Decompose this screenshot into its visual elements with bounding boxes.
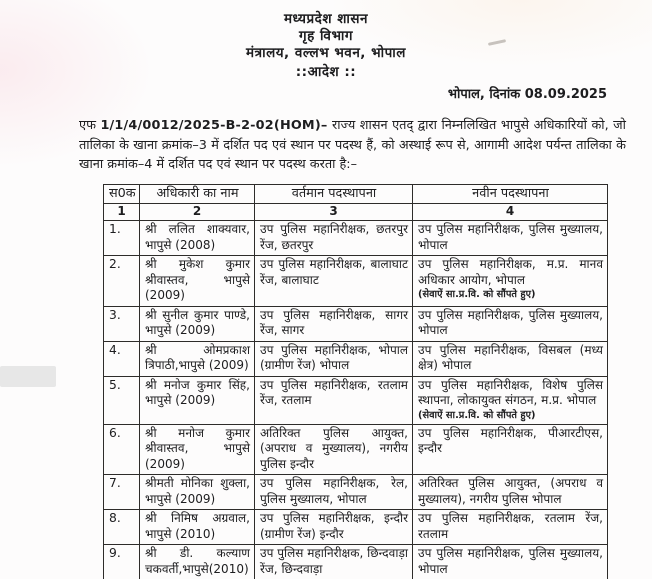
services-handover-note: (सेवाऐं सा.प्र.वि. को सौंपते हुए) [418, 409, 536, 421]
table-row [104, 545, 608, 579]
intro-body-text: राज्य शासन एतद् द्वारा निम्नलिखित भापुसे अधिकारियों को, जो तालिका के खाना क्रमांक–3 में दर्शित पद एवं स्थान पर पदस्थ हैं, को अस्थाई रूप से, आगामी आदेश पर्यन्त तालिका के खाना क्रमांक–4 में दर्शित पद एवं स्थान पर पदस्थ करता है:– [79, 118, 626, 172]
officer-name-cell: श्रीमती मोनिका शुक्ला, भापुसे (2009) [140, 475, 255, 510]
new-posting-text: उप पुलिस महानिरीक्षक, विसबल (मध्य क्षेत्र) भोपाल [418, 342, 603, 372]
current-posting-cell: उप पुलिस महानिरीक्षक, भोपाल (ग्रामीण रेंज) भोपाल [255, 341, 413, 376]
header-officer-name: अधिकारी का नाम [140, 184, 255, 204]
column-number-3: 3 [255, 204, 413, 221]
table-row [104, 510, 608, 545]
column-number-1: 1 [104, 204, 140, 221]
current-posting-cell: उप पुलिस महानिरीक्षक, रेल, पुलिस मुख्यालय, भोपाल [255, 475, 413, 510]
table-body [104, 221, 608, 579]
officer-name-cell: श्री मनोज कुमार श्रीवास्तव, भापुसे (2009) [140, 424, 255, 475]
government-name: मध्यप्रदेश शासन [283, 11, 368, 27]
row-serial-number: 6. [104, 424, 140, 475]
row-serial-number: 7. [104, 475, 140, 510]
new-posting-cell [413, 510, 608, 545]
current-posting-cell: उप पुलिस महानिरीक्षक, छिन्दवाड़ा रेंज, छिन्दवाड़ा [255, 545, 413, 579]
officer-name-cell: श्री मुकेश कुमार श्रीवास्तव, भापुसे (2009) [140, 256, 255, 307]
new-posting-cell [413, 424, 608, 475]
officer-name-cell: श्री ओमप्रकाश त्रिपाठी,भापुसे (2009) [140, 341, 255, 376]
new-posting-text: उप पुलिस महानिरीक्षक, पुलिस मुख्यालय, भोपाल [418, 222, 603, 252]
new-posting-cell [413, 221, 608, 256]
ministry-address: मंत्रालय, वल्लभ भवन, भोपाल [246, 45, 406, 61]
header-current-posting: वर्तमान पदस्थापना [255, 184, 413, 204]
row-serial-number: 5. [104, 376, 140, 424]
column-number-4: 4 [413, 204, 608, 221]
new-posting-text: अतिरिक्त पुलिस आयुक्त, (अपराध व मुख्यालय), नगरीय पुलिस भोपाल [418, 476, 603, 506]
services-handover-note: (सेवाऐं सा.प्र.वि. को सौंपते हुए) [418, 289, 536, 300]
order-intro-paragraph [79, 116, 626, 175]
row-serial-number: 3. [104, 306, 140, 341]
table-row [104, 256, 608, 307]
new-posting-cell [413, 376, 608, 424]
new-posting-cell [413, 306, 608, 341]
document-header [0, 0, 652, 103]
new-posting-text: उप पुलिस महानिरीक्षक, पुलिस मुख्यालय, भोपाल [418, 307, 603, 337]
department-name: गृह विभाग [298, 28, 354, 44]
ref-prefix: एफ [79, 118, 96, 133]
officer-name-cell: श्री ललित शाक्यवार, भापुसे (2008) [140, 221, 255, 256]
current-posting-cell: उप पुलिस महानिरीक्षक, रतलाम रेंज, रतलाम [255, 376, 413, 424]
table-row [104, 306, 608, 341]
column-number-2: 2 [140, 204, 255, 221]
new-posting-text: उप पुलिस महानिरीक्षक, रतलाम रेंज, रतलाम [418, 511, 603, 541]
row-serial-number: 8. [104, 510, 140, 545]
row-serial-number: 4. [104, 341, 140, 376]
order-title: ::आदेश :: [295, 64, 357, 80]
new-posting-text: उप पुलिस महानिरीक्षक, विशेष पुलिस स्थापना, लोकायुक्त संगठन, म.प्र. भोपाल [418, 377, 603, 407]
current-posting-cell: उप पुलिस महानिरीक्षक, छतरपुर रेंज, छतरपुर [255, 221, 413, 256]
current-posting-cell: अतिरिक्त पुलिस आयुक्त, (अपराध व मुख्यालय), नगरीय पुलिस इन्दौर [255, 424, 413, 475]
header-new-posting: नवीन पदस्थापना [413, 184, 608, 204]
table-row [104, 341, 608, 376]
row-serial-number: 9. [104, 545, 140, 579]
ref-number: 1/1/4/0012/2025-B-2-02(HOM)– [100, 118, 328, 133]
table-row [104, 475, 608, 510]
officer-name-cell: श्री निमिष अग्रवाल, भापुसे (2010) [140, 510, 255, 545]
transfer-table [103, 184, 608, 579]
new-posting-cell [413, 341, 608, 376]
new-posting-cell [413, 475, 608, 510]
table-row [104, 424, 608, 475]
officer-name-cell: श्री मनोज कुमार सिंह, भापुसे (2009) [140, 376, 255, 424]
table-header-row [104, 184, 608, 204]
row-serial-number: 2. [104, 256, 140, 307]
row-serial-number: 1. [104, 221, 140, 256]
current-posting-cell: उप पुलिस महानिरीक्षक, सागर रेंज, सागर [255, 306, 413, 341]
current-posting-cell: उप पुलिस महानिरीक्षक, इन्दौर (ग्रामीण रेंज) इन्दौर [255, 510, 413, 545]
current-posting-cell: उप पुलिस महानिरीक्षक, बालाघाट रेंज, बालाघाट [255, 256, 413, 307]
officer-name-cell: श्री डी. कल्याण चकवर्ती,भापुसे(2010) [140, 545, 255, 579]
new-posting-text: उप पुलिस महानिरीक्षक, म.प्र. मानव अधिकार आयोग, भोपाल [418, 257, 603, 287]
scan-smudge-artifact [0, 366, 56, 387]
new-posting-text: उप पुलिस महानिरीक्षक, पुलिस मुख्यालय, भोपाल [418, 546, 603, 576]
column-number-row [104, 204, 608, 221]
place-date-line: भोपाल, दिनांक 08.09.2025 [447, 87, 607, 102]
officer-name-cell: श्री सुनील कुमार पाण्डे, भापुसे (2009) [140, 306, 255, 341]
header-serial: स0क [104, 184, 140, 204]
new-posting-text: उप पुलिस महानिरीक्षक, पीआरटीएस, इन्दौर [418, 425, 603, 455]
new-posting-cell [413, 545, 608, 579]
new-posting-cell [413, 256, 608, 307]
table-row [104, 376, 608, 424]
table-row [104, 221, 608, 256]
